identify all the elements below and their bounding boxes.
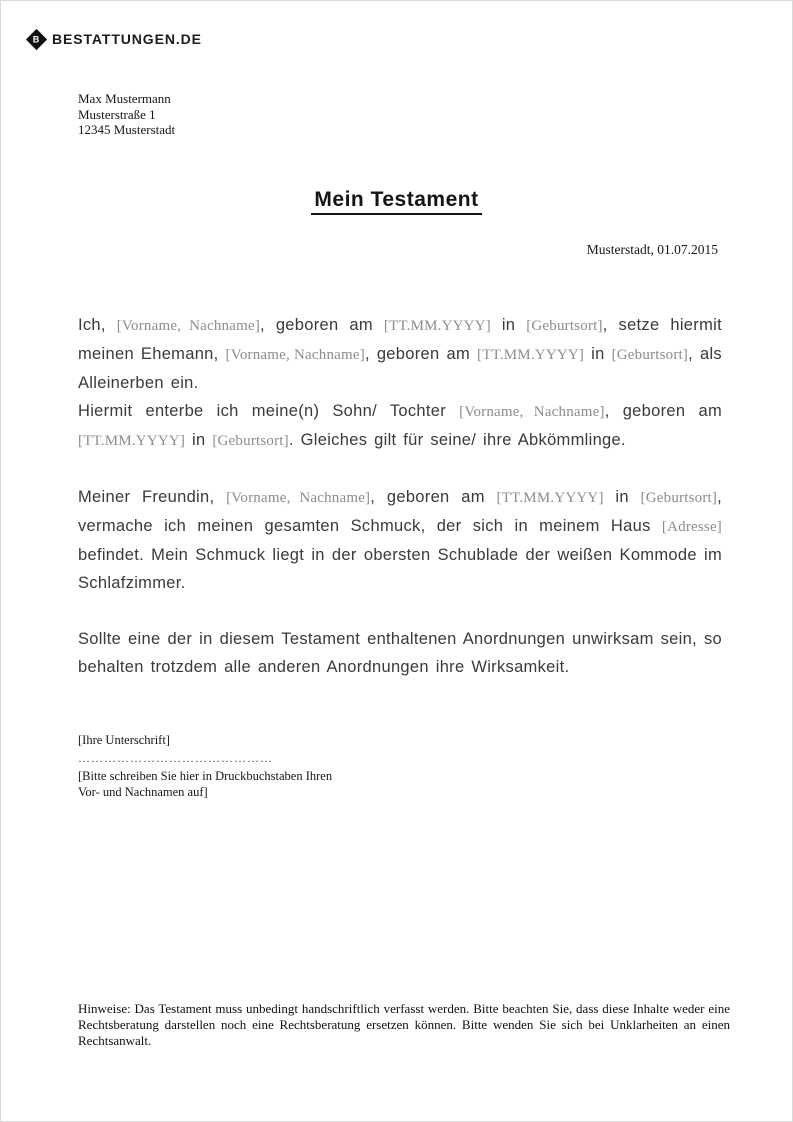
handwritten-text: , geboren am <box>370 488 497 506</box>
placeholder-field: [TT.MM.YYYY] <box>383 318 491 334</box>
handwritten-text: , geboren am <box>604 402 722 420</box>
handwritten-text: in <box>603 488 641 506</box>
handwritten-text: , als Alleinerben ein. <box>78 345 722 392</box>
handwritten-text: in <box>185 431 213 449</box>
brand-name: BESTATTUNGEN.DE <box>52 31 202 47</box>
signature-placeholder: [Ihre Unterschrift] <box>78 733 170 747</box>
signature-note-line1: [Bitte schreiben Sie hier in Druckbuchstaben Ihren <box>78 769 333 783</box>
sender-street: Musterstraße 1 <box>78 106 156 122</box>
handwritten-text: in <box>584 345 612 363</box>
placeholder-field: [Geburtsort] <box>212 433 289 449</box>
place-date-line: Musterstadt, 01.07.2015 <box>586 242 718 257</box>
placeholder-field: [TT.MM.YYYY] <box>496 490 604 506</box>
handwritten-text: , setze hiermit meinen Ehemann, <box>78 316 722 363</box>
handwritten-text: Ich, <box>78 316 117 334</box>
handwritten-text: , geboren am <box>260 316 384 334</box>
placeholder-field: [Vorname, Nachname] <box>116 318 261 334</box>
body-paragraph <box>78 483 722 597</box>
placeholder-field: [Geburtsort] <box>611 347 689 363</box>
body-paragraphs <box>78 311 722 681</box>
placeholder-field: [Geburtsort] <box>640 490 718 506</box>
handwritten-text: in <box>490 316 527 334</box>
placeholder-field: [Vorname, Nachname] <box>225 347 365 363</box>
handwritten-text: , geboren am <box>364 345 478 363</box>
handwritten-text: befindet. Mein Schmuck liegt in der obersten Schublade der weißen Kommode im Schlafzimmer. <box>78 546 722 592</box>
handwritten-text: , vermache ich meinen gesamten Schmuck, der sich in meinem Haus <box>78 488 722 535</box>
brand-diamond-logo-icon <box>26 28 47 49</box>
sender-address <box>78 91 175 138</box>
body-paragraph <box>78 625 722 681</box>
body-paragraph <box>78 311 722 397</box>
handwritten-text: Meiner Freundin, <box>78 488 227 506</box>
placeholder-field: [Vorname, Nachname] <box>226 490 371 506</box>
sender-city: 12345 Musterstadt <box>78 122 176 137</box>
document-title-text: Mein Testament <box>311 188 481 215</box>
legal-footnote: Hinweise: Das Testament muss unbedingt handschriftlich verfasst werden. Bitte beachten Sie, dass diese Inhalte weder eine Rechtsberatung darstellen noch eine Rechtsberatung ersetzen können. Bitte wenden Sie sich bei Unklarheiten an einen Rechtsanwalt. <box>78 1001 730 1048</box>
signature-note-line2: Vor- und Nachnamen auf] <box>78 784 208 799</box>
sender-name: Max Mustermann <box>78 91 171 106</box>
signature-dotted-line: ……………………………………… <box>78 750 273 765</box>
placeholder-field: [Geburtsort] <box>526 318 603 334</box>
document-title <box>1 177 792 215</box>
handwritten-text: Sollte eine der in diesem Testament enthaltenen Anordnungen unwirksam sein, so behalten trotzdem alle anderen Anordnungen ihre Wirksamkeit. <box>78 630 722 676</box>
brand-logo-letter: B <box>33 34 40 44</box>
placeholder-field: [Adresse] <box>661 519 722 535</box>
body-paragraph <box>78 397 722 455</box>
placeholder-field: [Vorname, Nachname] <box>459 404 605 420</box>
handwritten-text: . Gleiches gilt für seine/ ihre Abkömmlinge. <box>288 431 626 449</box>
brand-header <box>29 31 202 47</box>
placeholder-field: [TT.MM.YYYY] <box>477 347 585 363</box>
placeholder-field: [TT.MM.YYYY] <box>78 433 186 449</box>
signature-block <box>78 733 332 800</box>
handwritten-text: Hiermit enterbe ich meine(n) Sohn/ Tochter <box>78 402 460 420</box>
